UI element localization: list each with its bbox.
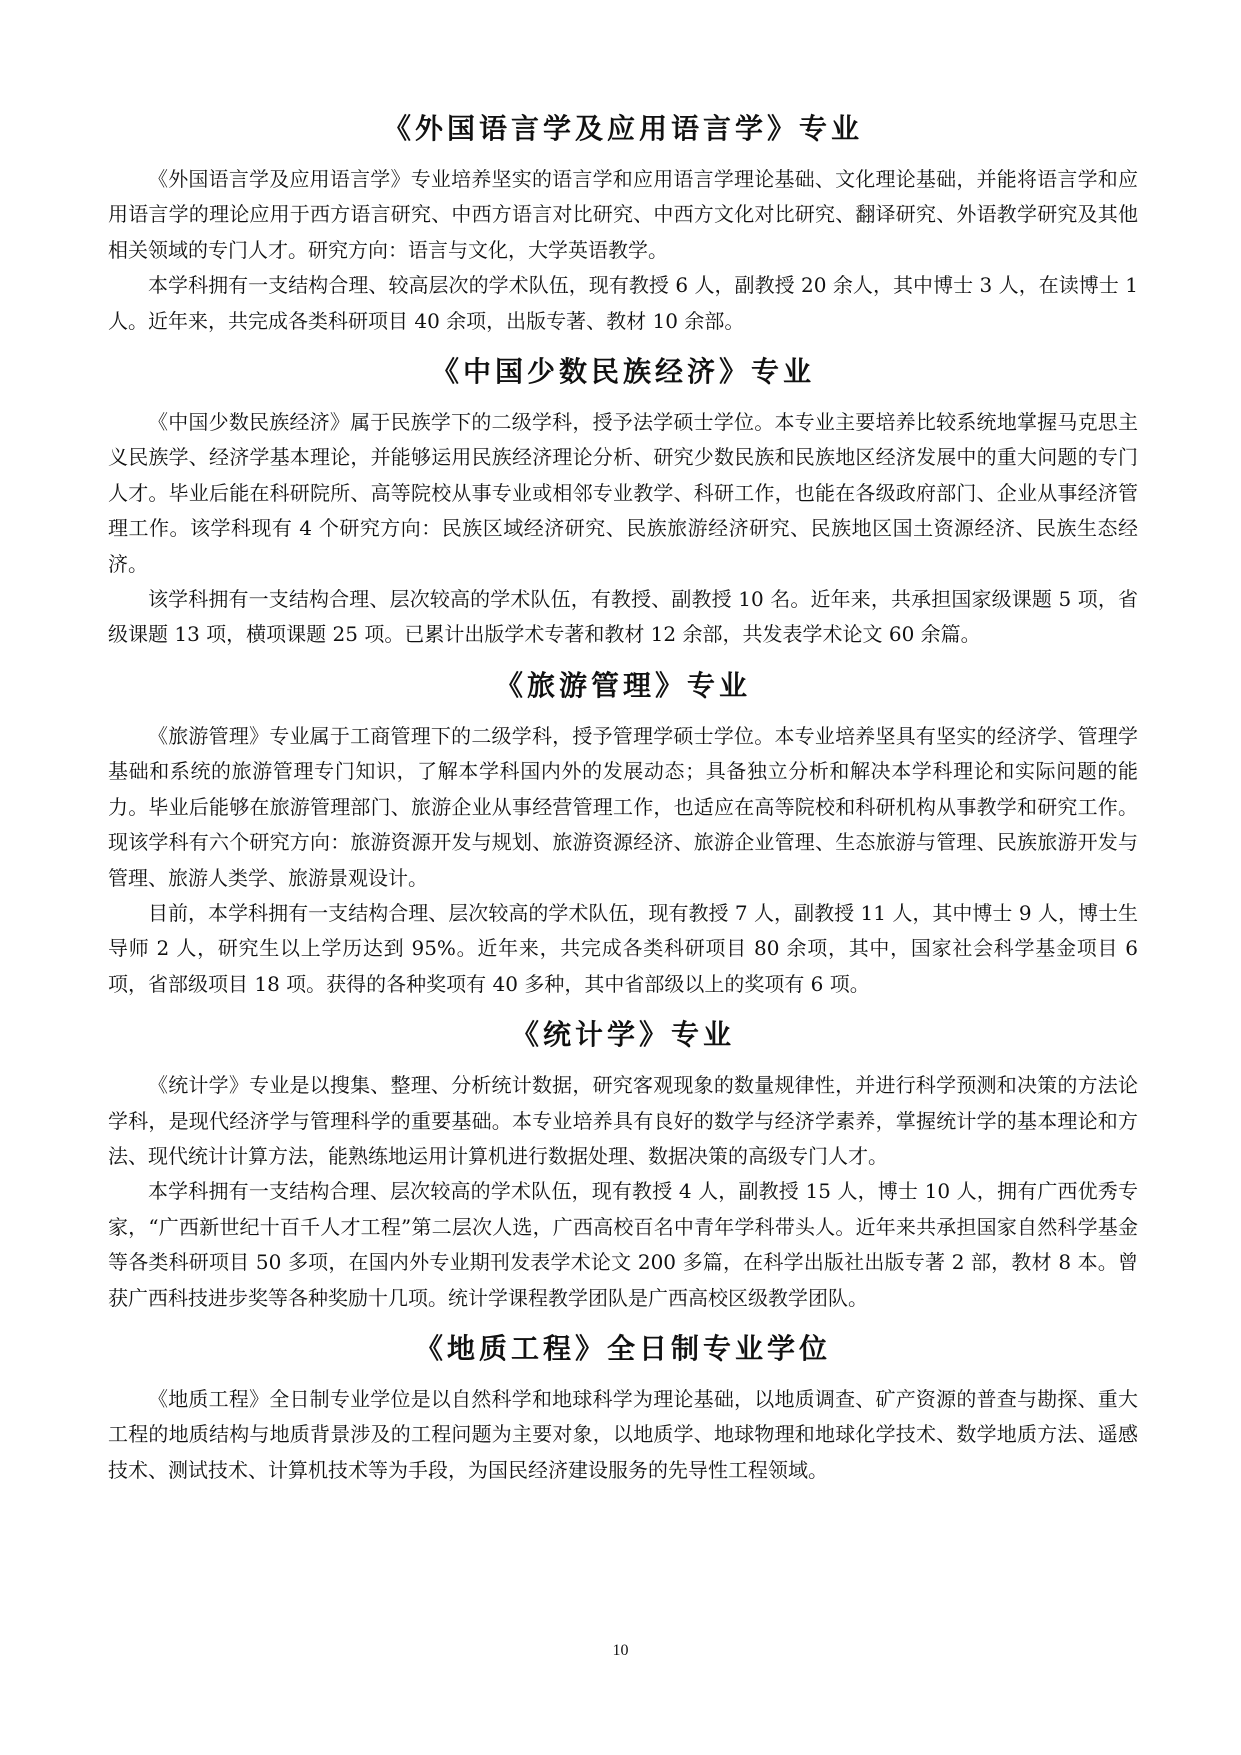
paragraph: 《外国语言学及应用语言学》专业培养坚实的语言学和应用语言学理论基础、文化理论基础，并能将语言学和应用语言学的理论应用于西方语言研究、中西方语言对比研究、中西方文化对比研究、翻译研究、外语教学研究及其他相关领域的专门人才。研究方向：语言与文化，大学英语教学。 — [108, 167, 1138, 262]
paragraph: 该学科拥有一支结构合理、层次较高的学术队伍，有教授、副教授 10 名。近年来，共承担国家级课题 5 项，省级课题 13 项，横项课题 25 项。已累计出版学术专著和教材 12 余部，共发表学术论文 60 余篇。 — [108, 587, 1138, 647]
section-title: 《中国少数民族经济》专业 — [430, 355, 815, 389]
section-title: 《地质工程》全日制专业学位 — [414, 1331, 831, 1365]
section-foreign-linguistics — [108, 106, 1138, 339]
section-geological-engineering — [108, 1326, 1138, 1488]
paragraph: 《中国少数民族经济》属于民族学下的二级学科，授予法学硕士学位。本专业主要培养比较系统地掌握马克思主义民族学、经济学基本理论，并能够运用民族经济理论分析、研究少数民族和民族地区经济发展中的重大问题的专门人才。毕业后能在科研院所、高等院校从事专业或相邻专业教学、科研工作，也能在各级政府部门、企业从事经济管理工作。该学科现有 4 个研究方向：民族区域经济研究、民族旅游经济研究、民族地区国土资源经济、民族生态经济。 — [108, 410, 1138, 576]
paragraph: 《统计学》专业是以搜集、整理、分析统计数据，研究客观现象的数量规律性，并进行科学预测和决策的方法论学科，是现代经济学与管理科学的重要基础。本专业培养具有良好的数学与经济学素养，掌握统计学的基本理论和方法、现代统计计算方法，能熟练地运用计算机进行数据处理、数据决策的高级专门人才。 — [108, 1073, 1138, 1168]
section-title: 《外国语言学及应用语言学》专业 — [382, 112, 863, 145]
page-number: 10 — [612, 1642, 629, 1659]
paragraph: 《地质工程》全日制专业学位是以自然科学和地球科学为理论基础，以地质调查、矿产资源的普查与勘探、重大工程的地质结构与地质背景涉及的工程问题为主要对象，以地质学、地球物理和地球化学技术、数学地质方法、遥感技术、测试技术、计算机技术等为手段，为国民经济建设服务的先导性工程领域。 — [108, 1386, 1138, 1482]
section-title: 《旅游管理》专业 — [494, 668, 751, 702]
section-title: 《统计学》专业 — [510, 1018, 735, 1052]
paragraph: 本学科拥有一支结构合理、较高层次的学术队伍，现有教授 6 人，副教授 20 余人，其中博士 3 人，在读博士 1 人。近年来，共完成各类科研项目 40 余项，出版专著、教材 10 余部。 — [108, 273, 1138, 333]
section-minority-economics — [108, 349, 1138, 653]
paragraph: 目前，本学科拥有一支结构合理、层次较高的学术队伍，现有教授 7 人，副教授 11 人，其中博士 9 人，博士生导师 2 人，研究生以上学历达到 95%。近年来，共完成各类科研项目 80 余项，其中，国家社会科学基金项目 6 项，省部级项目 18 项。获得的各种奖项有 40 多种，其中省部级以上的奖项有 6 项。 — [108, 900, 1138, 996]
section-tourism-management — [108, 663, 1138, 1002]
paragraph: 《旅游管理》专业属于工商管理下的二级学科，授予管理学硕士学位。本专业培养坚具有坚实的经济学、管理学基础和系统的旅游管理专门知识，了解本学科国内外的发展动态；具备独立分析和解决本学科理论和实际问题的能力。毕业后能够在旅游管理部门、旅游企业从事经营管理工作，也适应在高等院校和科研机构从事教学和研究工作。现该学科有六个研究方向：旅游资源开发与规划、旅游资源经济、旅游企业管理、生态旅游与管理、民族旅游开发与管理、旅游人类学、旅游景观设计。 — [108, 723, 1138, 890]
paragraph: 本学科拥有一支结构合理、层次较高的学术队伍，现有教授 4 人，副教授 15 人，博士 10 人，拥有广西优秀专家，“广西新世纪十百千人才工程”第二层次人选，广西高校百名中青年学科带头人。近年来共承担国家自然科学基金等各类科研项目 50 多项，在国内外专业期刊发表学术论文 200 多篇，在科学出版社出版专著 2 部，教材 8 本。曾获广西科技进步奖等各种奖励十几项。统计学课程教学团队是广西高校区级教学团队。 — [108, 1179, 1138, 1310]
section-statistics — [108, 1012, 1138, 1316]
document-page — [108, 106, 1138, 1498]
